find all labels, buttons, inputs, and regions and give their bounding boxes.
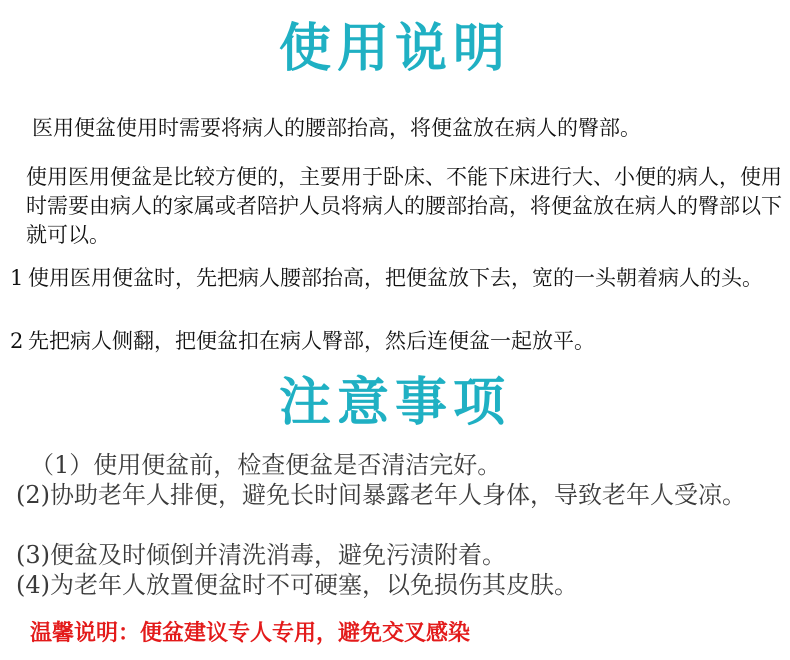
step-item-1 (10, 264, 785, 293)
intro-paragraph-2: 使用医用便盆是比较方便的，主要用于卧床、不能下床进行大、小便的病人，使用时需要由病人的家属或者陪护人员将病人的腰部抬高，将便盆放在病人的臀部以下就可以。 (26, 165, 782, 247)
notice-item-1: （1）使用便盆前，检查便盆是否清洁完好。 (30, 451, 502, 479)
step-text: 使用医用便盆时，先把病人腰部抬高，把便盆放下去，宽的一头朝着病人的头。 (28, 266, 763, 290)
step-number: 2 (10, 329, 24, 353)
step-number: 1 (10, 266, 24, 290)
notice-item-2: (2)协助老年人排便，避免长时间暴露老年人身体，导致老年人受凉。 (16, 481, 746, 509)
page-title: 使用说明 (278, 19, 511, 79)
warm-tip: 温馨说明：便盆建议专人专用，避免交叉感染 (30, 620, 471, 646)
notice-title: 注意事项 (278, 373, 511, 433)
notice-item-4: (4)为老年人放置便盆时不可硬塞，以免损伤其皮肤。 (16, 571, 578, 599)
notice-item-3: (3)便盆及时倾倒并清洗消毒，避免污渍附着。 (16, 541, 506, 569)
step-text: 先把病人侧翻，把便盆扣在病人臀部，然后连便盆一起放平。 (28, 329, 595, 353)
intro-paragraph-1: 医用便盆使用时需要将病人的腰部抬高，将便盆放在病人的臀部。 (32, 116, 641, 140)
step-item-2 (10, 327, 785, 356)
